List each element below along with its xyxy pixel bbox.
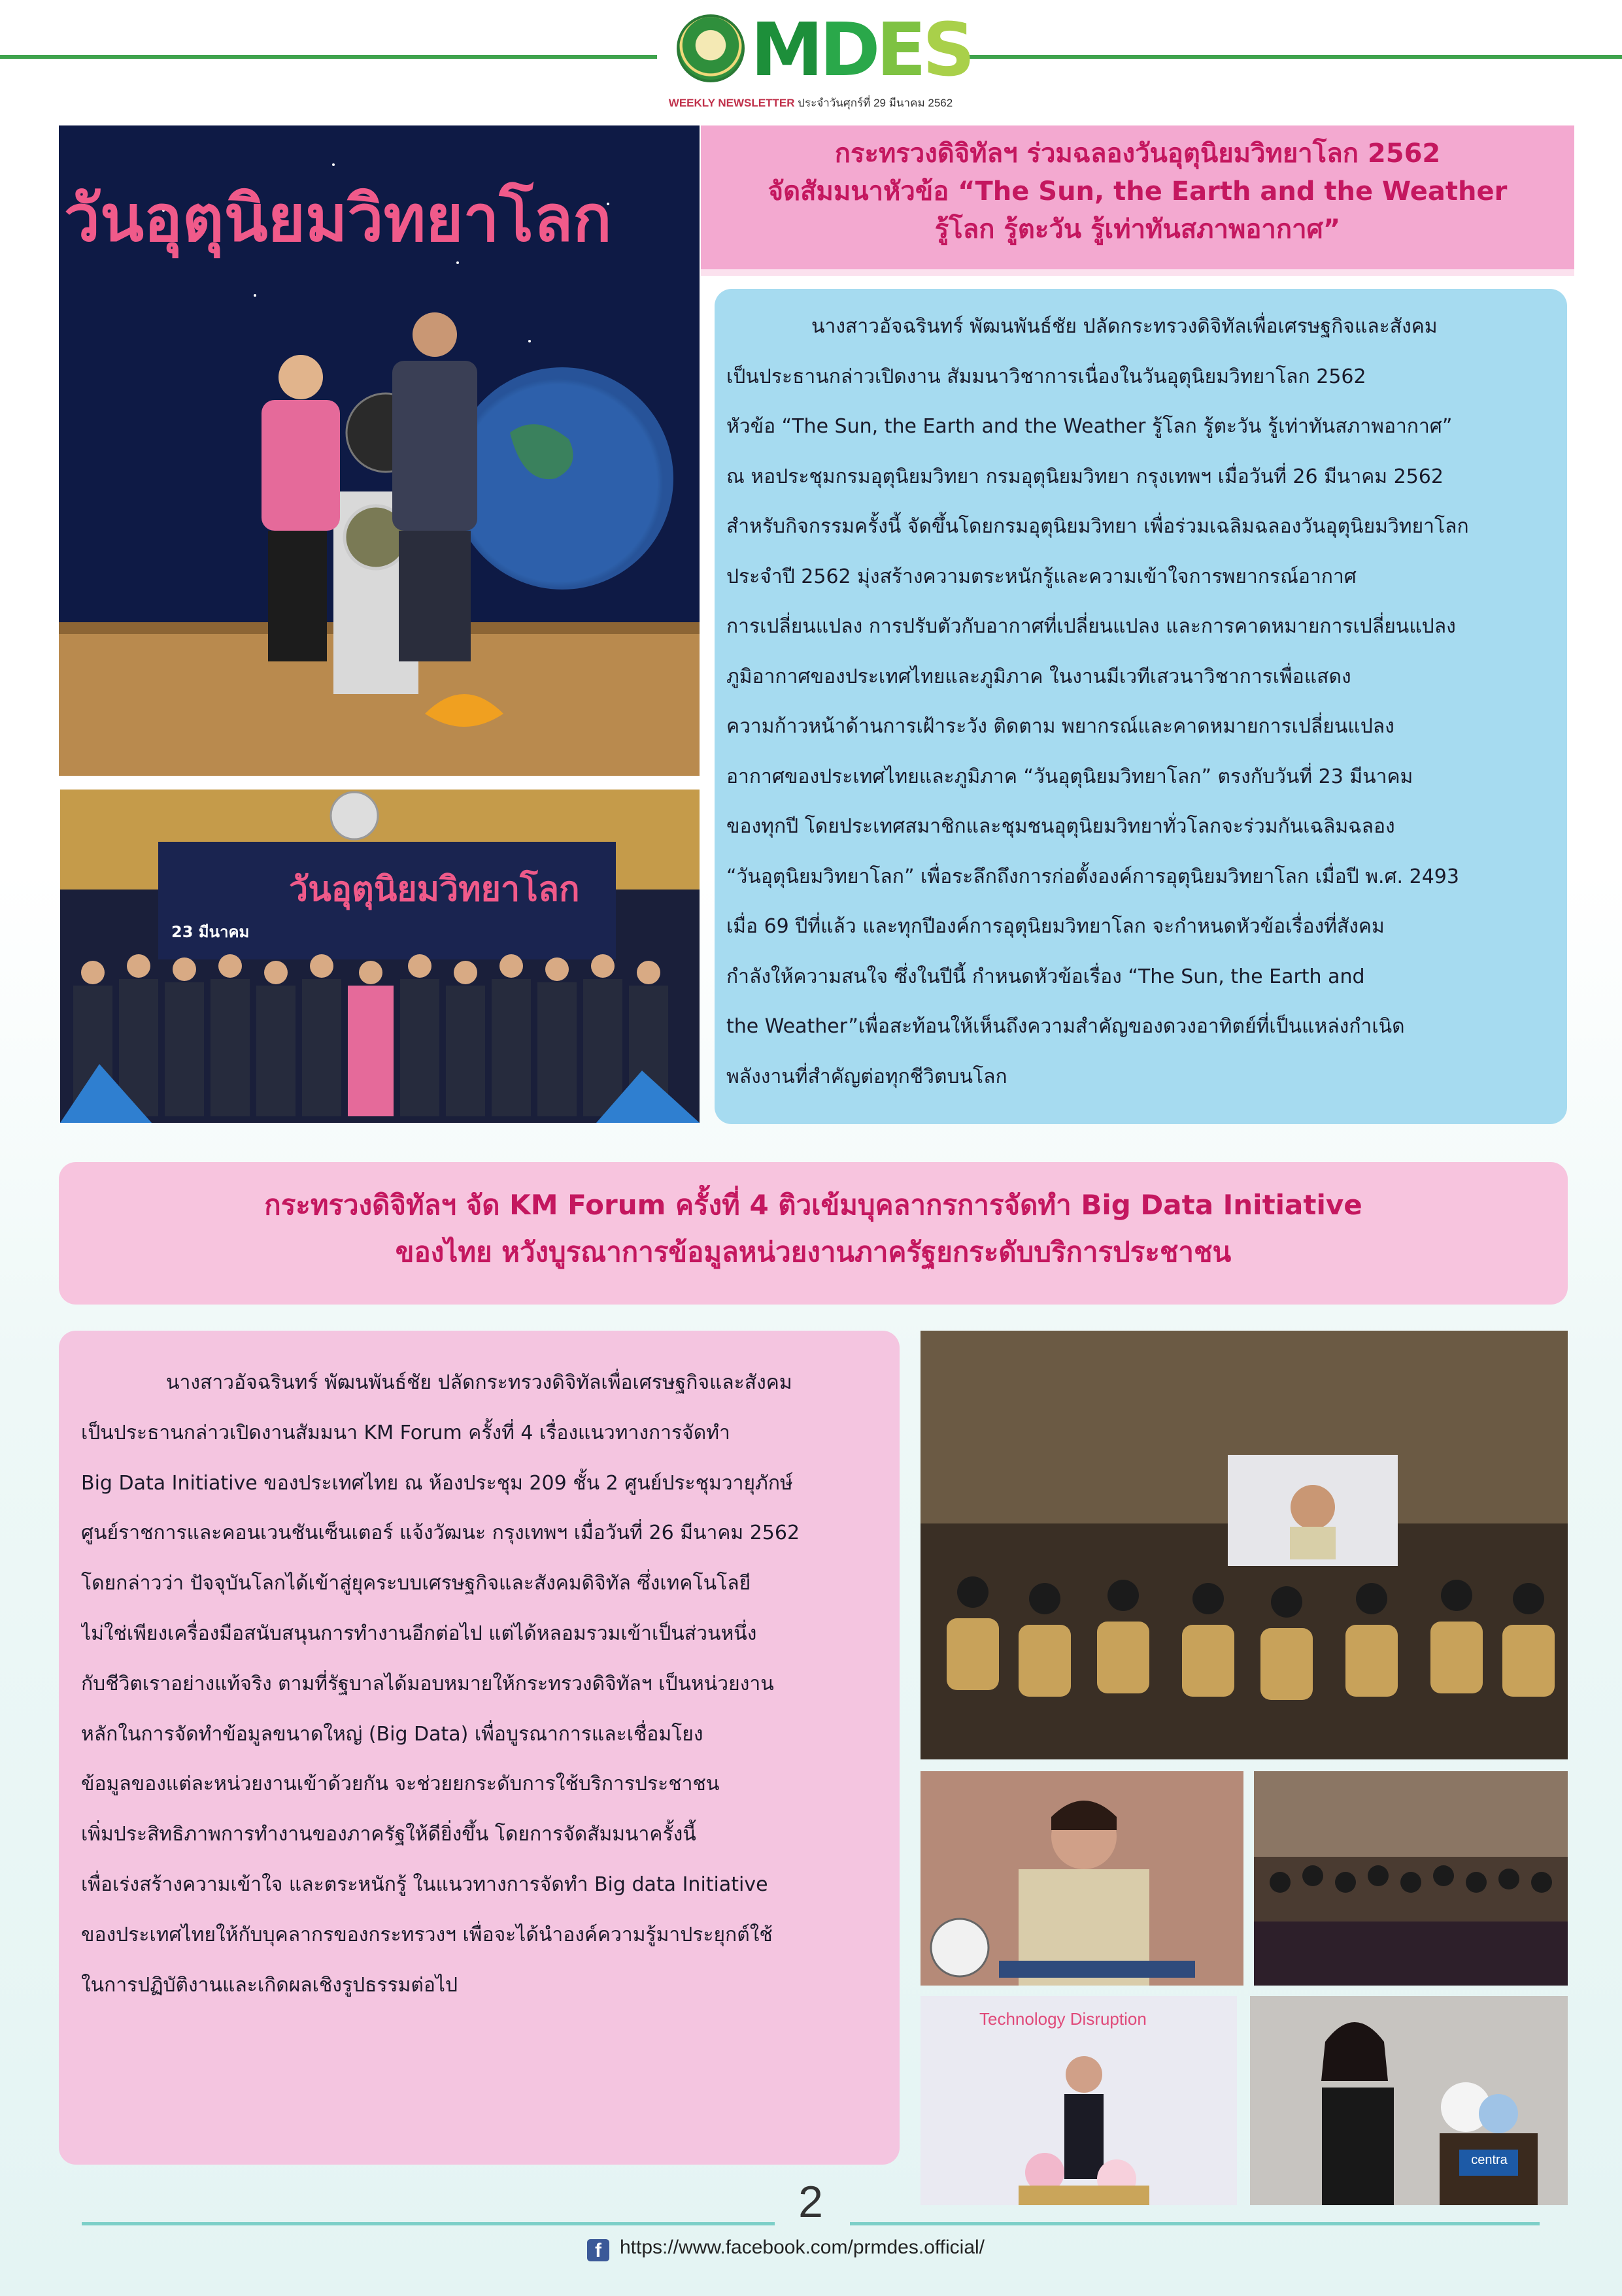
article1-title: [701, 135, 1574, 248]
body-line: ภูมิอากาศของประเทศไทยและภูมิภาค ในงานมีเวทีเสวนาวิชาการเพื่อแสดง: [726, 665, 1351, 688]
footer-rule-right: [850, 2222, 1540, 2225]
facebook-link[interactable]: https://www.facebook.com/prmdes.official/: [620, 2237, 985, 2258]
speaker-video-graphic: [921, 1771, 1243, 1986]
podium-graphic: [1250, 1996, 1568, 2205]
body-line: พลังงานที่สำคัญต่อทุกชีวิตบนโลก: [726, 1065, 1007, 1088]
body-line: โดยกล่าวว่า ปัจจุบันโลกได้เข้าสู่ยุคระบบเศรษฐกิจและสังคมดิจิทัล ซึ่งเทคโนโลยี: [81, 1572, 751, 1595]
body-line: ข้อมูลของแต่ละหน่วยงานเข้าด้วยกัน จะช่วยยกระดับการใช้บริการประชาชน: [81, 1772, 720, 1796]
body-line: ของทุกปี โดยประเทศสมาชิกและชุมชนอุตุนิยมวิทยาทั่วโลกจะร่วมกันเฉลิมฉลอง: [726, 815, 1395, 838]
body-line: ไม่ใช่เพียงเครื่องมือสนับสนุนการทำงานอีกต่อไป แต่ได้หลอมรวมเข้าเป็นส่วนหนึ่ง: [81, 1622, 757, 1645]
audience-graphic: [1254, 1771, 1568, 1986]
photo-presentation: [921, 1996, 1237, 2205]
body-line: นางสาวอัจฉรินทร์ พัฒนพันธ์ชัย ปลัดกระทรวงดิจิทัลเพื่อเศรษฐกิจและสังคม: [811, 315, 1438, 338]
photo-podium-speaker: [1250, 1996, 1568, 2205]
body-line: หัวข้อ “The Sun, the Earth and the Weather รู้โลก รู้ตะวัน รู้เท่าทันสภาพอากาศ”: [726, 415, 1453, 438]
article1-title-line: กระทรวงดิจิทัลฯ ร่วมฉลองวันอุตุนิยมวิทยาโลก 2562: [834, 139, 1441, 169]
body-line: เป็นประธานกล่าวเปิดงาน สัมมนาวิชาการเนื่องในวันอุตุนิยมวิทยาโลก 2562: [726, 365, 1366, 388]
photo-speaker-video: [921, 1771, 1243, 1986]
seminar-scene-graphic: [921, 1331, 1568, 1759]
body-line: “วันอุตุนิยมวิทยาโลก” เพื่อระลึกถึงการก่อตั้งองค์การอุตุนิยมวิทยาโลก เมื่อปี พ.ศ. 2493: [726, 865, 1459, 888]
body-line: the Weather”เพื่อสะท้อนให้เห็นถึงความสำคัญของดวงอาทิตย์ที่เป็นแหล่งกำเนิด: [726, 1015, 1405, 1038]
page-number: 2: [798, 2177, 823, 2227]
header-rule-right: [968, 55, 1622, 59]
article2-body: [81, 1358, 885, 2010]
body-line: อากาศของประเทศไทยและภูมิภาค “วันอุตุนิยมวิทยาโลก” ตรงกับวันที่ 23 มีนาคม: [726, 765, 1413, 788]
body-line: ในการปฏิบัติงานและเกิดผลเชิงรูปธรรมต่อไป: [81, 1973, 458, 1997]
footer-rule-left: [82, 2222, 775, 2225]
issue-date: ประจำวันศุกร์ที่ 29 มีนาคม 2562: [798, 97, 953, 109]
body-line: สำหรับกิจกรรมครั้งนี้ จัดขึ้นโดยกรมอุตุนิยมวิทยา เพื่อร่วมเฉลิมฉลองวันอุตุนิยมวิทยาโลก: [726, 515, 1469, 538]
article2-title: [59, 1182, 1568, 1276]
header-rule-left: [0, 55, 657, 59]
photo-group: [60, 790, 700, 1123]
body-line: ของประเทศไทยให้กับบุคลากรของกระทรวงฯ เพื่อจะได้นำองค์ความรู้มาประยุกต์ใช้: [81, 1923, 773, 1946]
body-line: กำลังให้ความสนใจ ซึ่งในปีนี้ กำหนดหัวข้อเรื่อง “The Sun, the Earth and: [726, 965, 1365, 988]
body-line: ประจำปี 2562 มุ่งสร้างความตระหนักรู้และความเข้าใจการพยากรณ์อากาศ: [726, 565, 1357, 588]
photo-group-caption: วันอุตุนิยมวิทยาโลก: [289, 870, 580, 909]
body-line: เป็นประธานกล่าวเปิดงานสัมมนา KM Forum ครั้งที่ 4 เรื่องแนวทางการจัดทำ: [81, 1421, 730, 1444]
body-line: กับชีวิตเราอย่างแท้จริง ตามที่รัฐบาลได้มอบหมายให้กระทรวงดิจิทัลฯ เป็นหน่วยงาน: [81, 1672, 774, 1695]
body-line: นางสาวอัจฉรินทร์ พัฒนพันธ์ชัย ปลัดกระทรวงดิจิทัลเพื่อเศรษฐกิจและสังคม: [166, 1371, 792, 1394]
body-line: เมื่อ 69 ปีที่แล้ว และทุกปีองค์การอุตุนิยมวิทยาโลก จะกำหนดหัวข้อเรื่องที่สังคม: [726, 915, 1385, 938]
title-underline: [701, 269, 1574, 276]
article2-title-line: ของไทย หวังบูรณาการข้อมูลหน่วยงานภาครัฐยกระดับบริการประชาชน: [395, 1236, 1232, 1268]
body-line: ความก้าวหน้าด้านการเฝ้าระวัง ติดตาม พยากรณ์และคาดหมายการเปลี่ยนแปลง: [726, 715, 1394, 738]
body-line: ณ หอประชุมกรมอุตุนิยมวิทยา กรมอุตุนิยมวิทยา กรุงเทพฯ เมื่อวันที่ 26 มีนาคม 2562: [726, 465, 1444, 488]
body-line: Big Data Initiative ของประเทศไทย ณ ห้องประชุม 209 ชั้น 2 ศูนย์ประชุมวายุภักษ์: [81, 1471, 793, 1495]
article1-title-line: จัดสัมมนาหัวข้อ “The Sun, the Earth and the Weather: [768, 176, 1508, 207]
body-line: หลักในการจัดทำข้อมูลขนาดใหญ่ (Big Data) เพื่อบูรณาการและเชื่อมโยง: [81, 1722, 703, 1746]
photo-audience: [1254, 1771, 1568, 1986]
article2-title-box: [59, 1162, 1568, 1305]
article1-body-box: [715, 289, 1567, 1124]
photo-main-caption: วันอุตุนิยมวิทยาโลก: [64, 182, 612, 256]
article1-title-line: รู้โลก รู้ตะวัน รู้เท่าทันสภาพอากาศ”: [934, 214, 1341, 244]
mdes-logo: M D E S: [751, 8, 972, 93]
facebook-icon: f: [587, 2239, 609, 2261]
photo-group-date: 23 มีนาคม: [171, 923, 250, 941]
article2-body-box: [59, 1331, 900, 2165]
newsletter-dateline: [667, 94, 955, 112]
group-scene-graphic: [60, 790, 700, 1123]
article1-body: [726, 302, 1557, 1102]
photo-ceremony-main: [59, 125, 700, 776]
body-line: เพื่อเร่งสร้างความเข้าใจ และตระหนักรู้ ในแนวทางการจัดทำ Big data Initiative: [81, 1872, 768, 1896]
body-line: ศูนย์ราชการและคอนเวนชันเซ็นเตอร์ แจ้งวัฒนะ กรุงเทพฯ เมื่อวันที่ 26 มีนาคม 2562: [81, 1522, 800, 1545]
body-line: การเปลี่ยนแปลง การปรับตัวกับอากาศที่เปลี่ยนแปลง และการคาดหมายการเปลี่ยนแปลง: [726, 615, 1456, 638]
article2-title-line: กระทรวงดิจิทัลฯ จัด KM Forum ครั้งที่ 4 ติวเข้มบุคลากรการจัดทำ Big Data Initiative: [264, 1189, 1362, 1221]
photo-seminar-room: [921, 1331, 1568, 1759]
newsletter-label: WEEKLY NEWSLETTER: [668, 97, 795, 109]
slide-title: Technology Disruption: [979, 2009, 1147, 2029]
ministry-seal-icon: [677, 14, 745, 82]
podium-sign: centra: [1471, 2153, 1508, 2167]
presenter-graphic: [921, 1996, 1237, 2205]
body-line: เพิ่มประสิทธิภาพการทำงานของภาครัฐให้ดียิ่งขึ้น โดยการจัดสัมมนาครั้งนี้: [81, 1823, 696, 1846]
article1-title-box: [701, 125, 1574, 276]
